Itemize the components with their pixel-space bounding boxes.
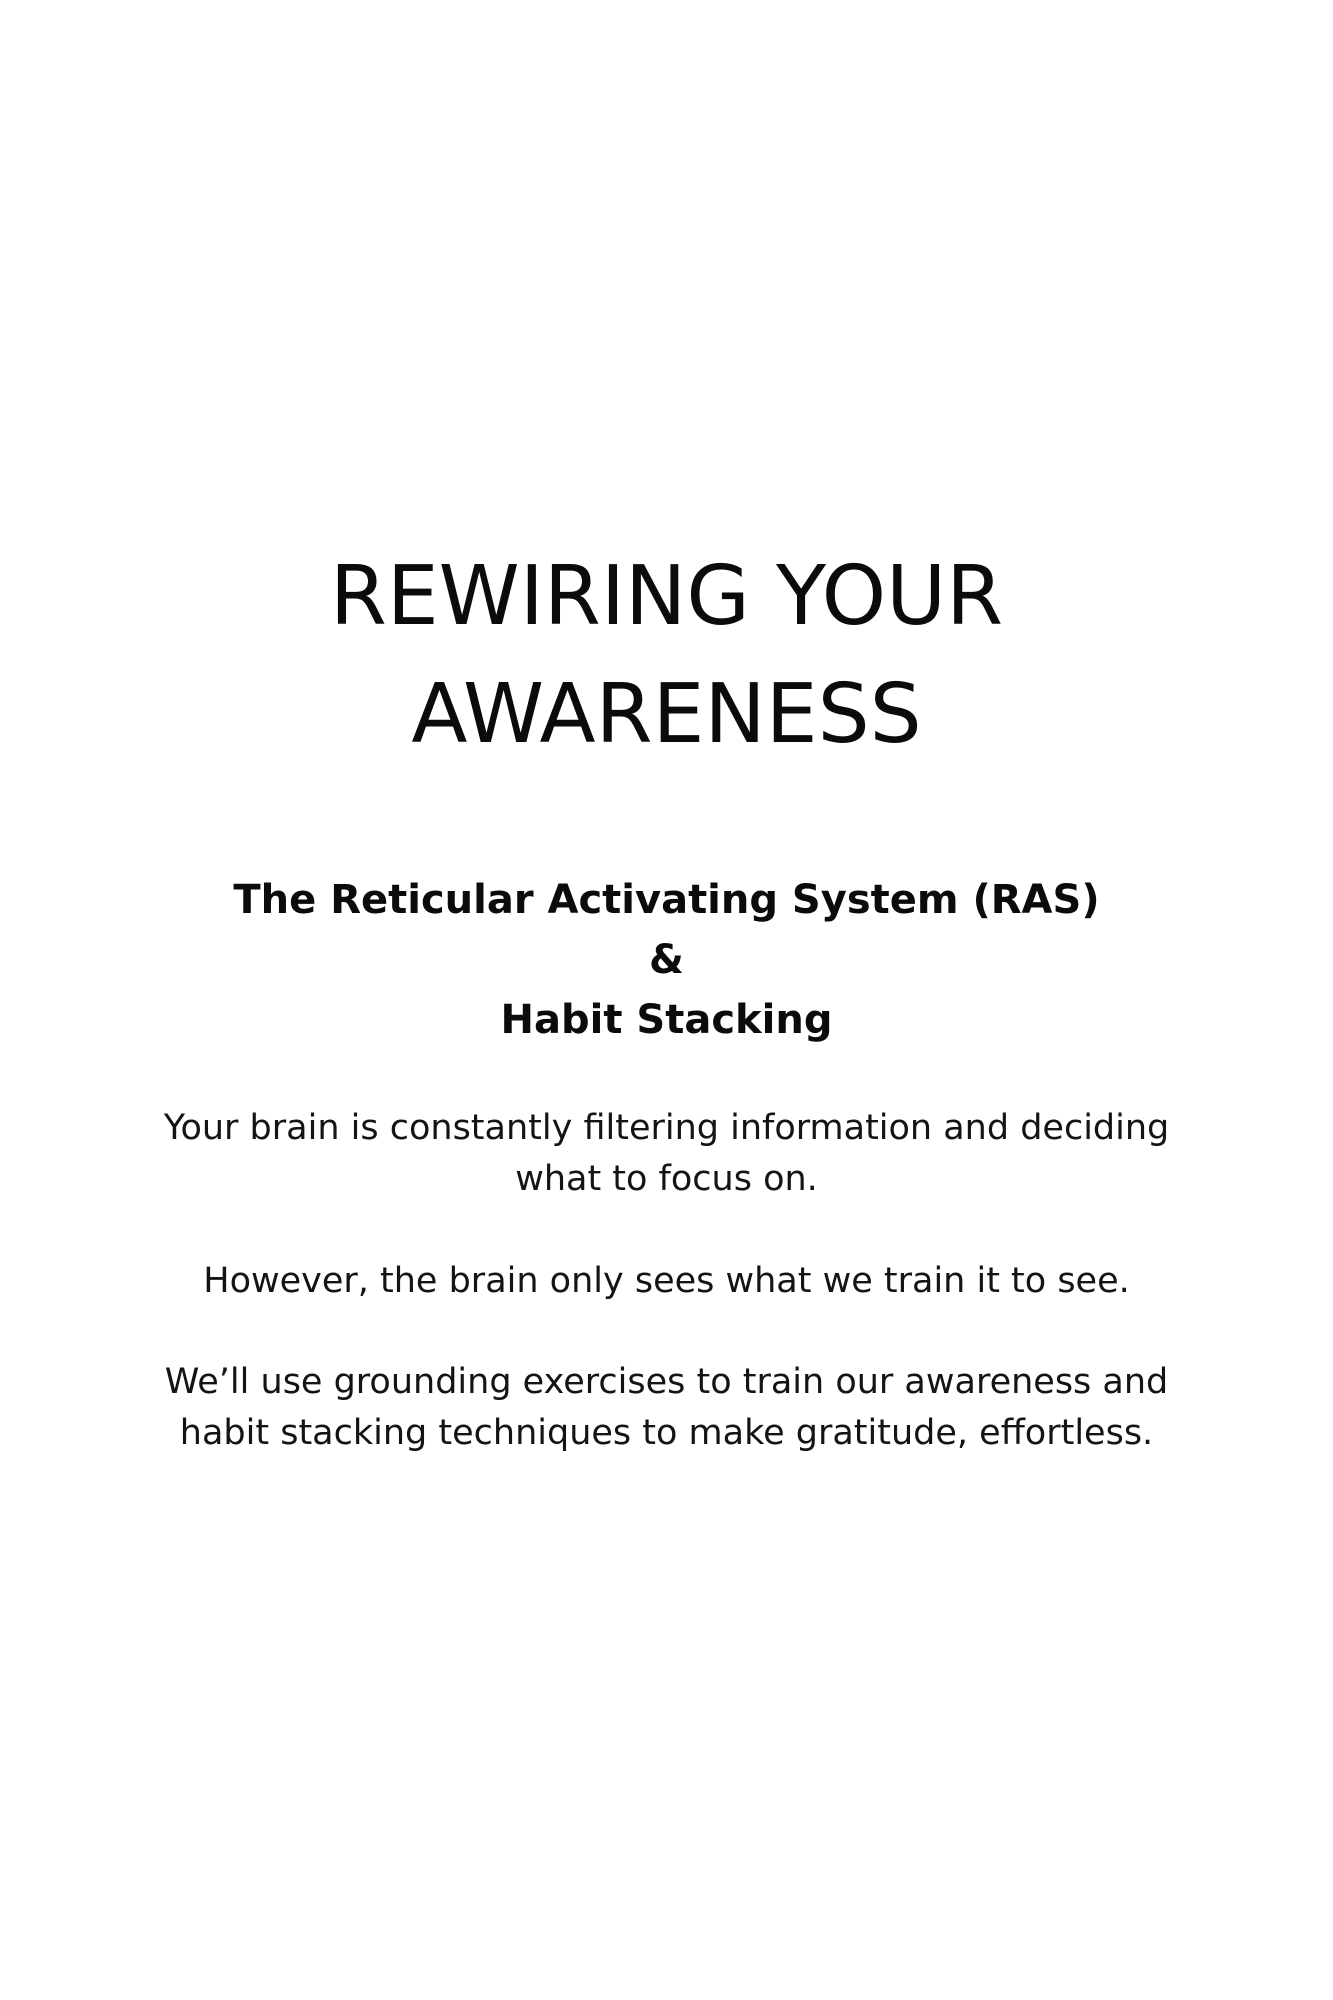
paragraph-line: habit stacking techniques to make gratitude, effortless. xyxy=(179,1413,1154,1453)
paragraph-line: what to focus on. xyxy=(515,1159,818,1199)
subheading-ras: The Reticular Activating System (RAS) xyxy=(233,877,1100,923)
paragraph-line: Your brain is constantly filtering information and deciding xyxy=(163,1108,1170,1148)
paragraph-line: We’ll use grounding exercises to train our awareness and xyxy=(164,1362,1169,1402)
subheading-habit-stacking: Habit Stacking xyxy=(500,997,833,1043)
paragraph-grounding-exercises xyxy=(100,1357,1233,1459)
paragraph-line: However, the brain only sees what we train it to see. xyxy=(203,1261,1130,1301)
paragraph-brain-training xyxy=(100,1256,1233,1307)
page-title-line-2: AWARENESS xyxy=(411,667,922,762)
paragraph-brain-filtering xyxy=(100,1103,1233,1205)
subheading-ampersand: & xyxy=(649,937,684,983)
page-title-line-1: REWIRING YOUR xyxy=(329,549,1004,644)
